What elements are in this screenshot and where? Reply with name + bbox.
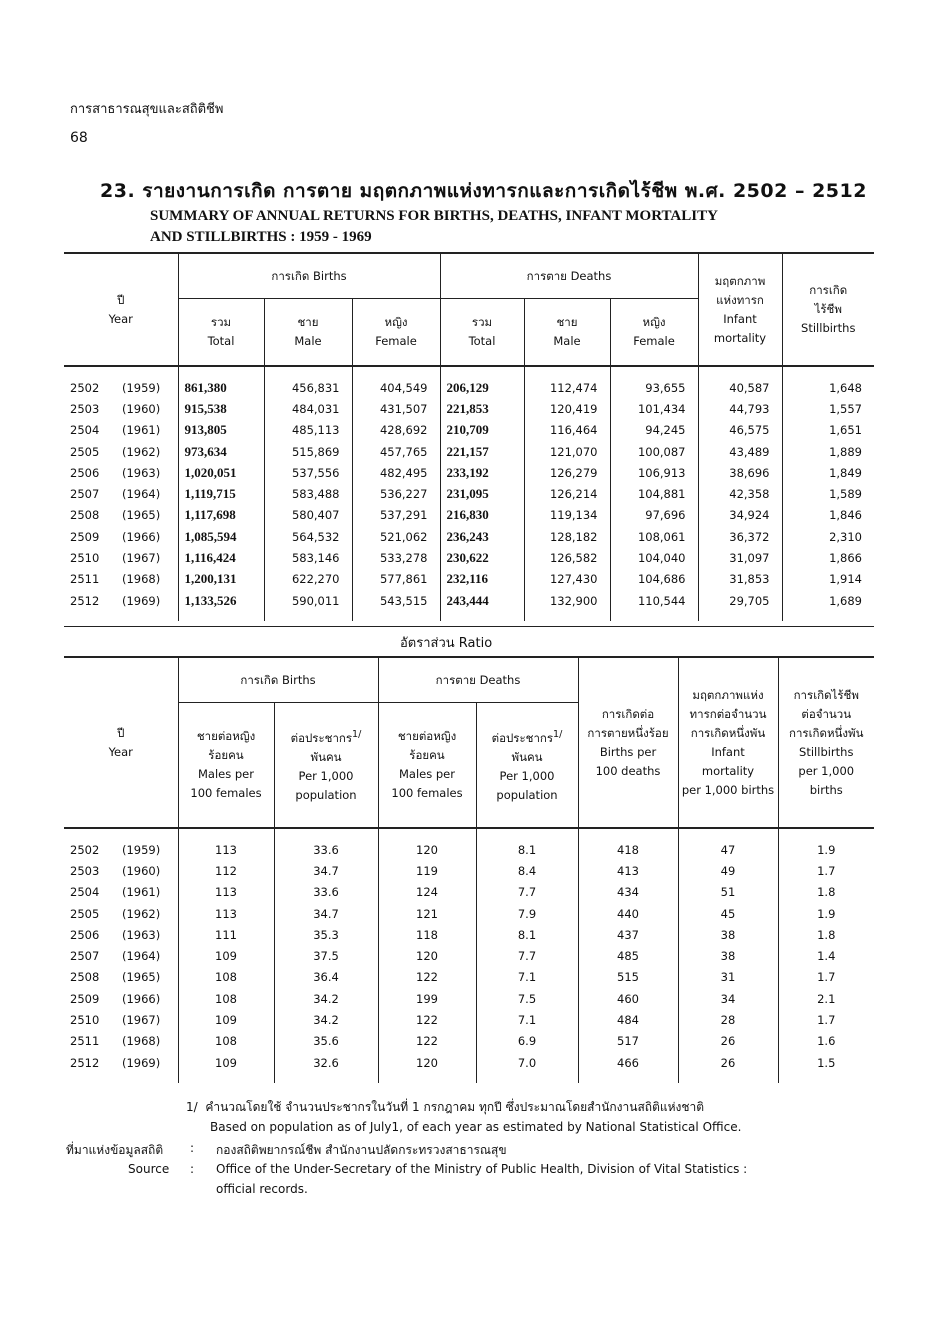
value-cell: 590,011	[264, 590, 352, 611]
deaths-male-header: ชาย Male	[524, 299, 610, 367]
value-cell: 120	[378, 839, 476, 860]
source-english-label: Source	[128, 1162, 170, 1176]
value-cell: 482,495	[352, 462, 440, 483]
year-cell: 2503 (1960)	[70, 863, 161, 878]
table-row	[64, 505, 874, 526]
infant-mortality-header: มฤตกภาพ แห่งทารก Infant mortality	[698, 253, 782, 366]
value-cell: 122	[378, 1009, 476, 1030]
table-row	[64, 569, 874, 590]
value-cell: 113	[178, 882, 274, 903]
value-cell: 466	[578, 1052, 678, 1073]
value-cell: 110,544	[610, 590, 698, 611]
value-cell: 122	[378, 1031, 476, 1052]
ratio-births-header: การเกิด Births	[178, 657, 378, 703]
year-cell: 2507 (1964)	[70, 487, 161, 502]
value-cell: 42,358	[698, 483, 782, 504]
title-en-line1: SUMMARY OF ANNUAL RETURNS FOR BIRTHS, DEATHS, INFANT MORTALITY	[150, 208, 718, 224]
page-number: 68	[70, 130, 88, 146]
value-cell: 26	[678, 1052, 778, 1073]
deaths-female-header: หญิง Female	[610, 299, 698, 367]
value-cell: 515	[578, 967, 678, 988]
value-cell: 132,900	[524, 590, 610, 611]
value-cell: 44,793	[698, 398, 782, 419]
value-cell: 46,575	[698, 420, 782, 441]
value-cell: 118	[378, 924, 476, 945]
footnote-thai: 1/ คำนวณโดยใช้ จำนวนประชากรในวันที่ 1 กรกฎาคม ทุกปี ซึ่งประมาณโดยสำนักงานสถิติแห่งชาติ	[186, 1100, 705, 1114]
value-cell: 7.9	[476, 903, 578, 924]
year-cell: 2502 (1959)	[70, 842, 161, 857]
value-cell: 6.9	[476, 1031, 578, 1052]
infant-mortality-rate-header: มฤตกภาพแห่ง ทารกต่อจำนวน การเกิดหนึ่งพัน Infant mortality per 1,000 births	[678, 657, 778, 828]
value-cell: 583,146	[264, 547, 352, 568]
value-cell: 128,182	[524, 526, 610, 547]
year-header-2: ปี Year	[108, 725, 133, 759]
table-row	[64, 526, 874, 547]
value-cell: 127,430	[524, 569, 610, 590]
value-cell: 126,214	[524, 483, 610, 504]
value-cell: 1,117,698	[178, 505, 264, 526]
table-row	[64, 590, 874, 611]
value-cell: 404,549	[352, 377, 440, 398]
value-cell: 119,134	[524, 505, 610, 526]
value-cell: 33.6	[274, 839, 378, 860]
table-row	[64, 462, 874, 483]
source-english-line2: official records.	[216, 1182, 308, 1196]
value-cell: 533,278	[352, 547, 440, 568]
value-cell: 108,061	[610, 526, 698, 547]
stillbirth-rate-header: การเกิดไร้ชีพ ต่อจำนวน การเกิดหนึ่งพัน Stillbirths per 1,000 births	[778, 657, 874, 828]
value-cell: 521,062	[352, 526, 440, 547]
birth-rate-header: ต่อประชากร$^{1/}$ พันคน Per 1,000 population	[274, 703, 378, 829]
births-female-header: หญิง Female	[352, 299, 440, 367]
table-row	[64, 967, 874, 988]
deaths-total-header: รวม Total	[440, 299, 524, 367]
value-cell: 1,119,715	[178, 483, 264, 504]
value-cell: 34.7	[274, 903, 378, 924]
value-cell: 121,070	[524, 441, 610, 462]
value-cell: 47	[678, 839, 778, 860]
value-cell: 31,853	[698, 569, 782, 590]
value-cell: 104,881	[610, 483, 698, 504]
value-cell: 1,849	[782, 462, 874, 483]
value-cell: 1,689	[782, 590, 874, 611]
table-row	[64, 1031, 874, 1052]
value-cell: 915,538	[178, 398, 264, 419]
year-cell: 2508 (1965)	[70, 970, 161, 985]
value-cell: 104,040	[610, 547, 698, 568]
value-cell: 94,245	[610, 420, 698, 441]
value-cell: 1.8	[778, 924, 874, 945]
year-cell: 2502 (1959)	[70, 380, 161, 395]
value-cell: 49	[678, 860, 778, 881]
value-cell: 100,087	[610, 441, 698, 462]
value-cell: 230,622	[440, 547, 524, 568]
births-deaths-rows	[64, 366, 874, 621]
births-male-header: ชาย Male	[264, 299, 352, 367]
value-cell: 116,464	[524, 420, 610, 441]
value-cell: 8.1	[476, 924, 578, 945]
value-cell: 440	[578, 903, 678, 924]
value-cell: 34	[678, 988, 778, 1009]
value-cell: 124	[378, 882, 476, 903]
value-cell: 8.4	[476, 860, 578, 881]
title-en-line2: AND STILLBIRTHS : 1959 - 1969	[150, 229, 372, 245]
value-cell: 233,192	[440, 462, 524, 483]
year-cell: 2509 (1966)	[70, 529, 161, 544]
value-cell: 51	[678, 882, 778, 903]
value-cell: 34.2	[274, 988, 378, 1009]
value-cell: 413	[578, 860, 678, 881]
table-row	[64, 860, 874, 881]
value-cell: 109	[178, 1009, 274, 1030]
year-cell: 2507 (1964)	[70, 949, 161, 964]
value-cell: 33.6	[274, 882, 378, 903]
value-cell: 1,116,424	[178, 547, 264, 568]
table-row	[64, 903, 874, 924]
value-cell: 457,765	[352, 441, 440, 462]
value-cell: 460	[578, 988, 678, 1009]
ratio-label: อัตราส่วน Ratio	[400, 636, 493, 651]
value-cell: 119	[378, 860, 476, 881]
value-cell: 1.9	[778, 839, 874, 860]
value-cell: 431,507	[352, 398, 440, 419]
births-per-deaths-header: การเกิดต่อ การตายหนึ่งร้อย Births per 100 deaths	[578, 657, 678, 828]
value-cell: 1,133,526	[178, 590, 264, 611]
value-cell: 108	[178, 988, 274, 1009]
value-cell: 1.5	[778, 1052, 874, 1073]
value-cell: 29,705	[698, 590, 782, 611]
table-row	[64, 398, 874, 419]
value-cell: 1,648	[782, 377, 874, 398]
value-cell: 1,846	[782, 505, 874, 526]
table-row	[64, 441, 874, 462]
ratio-table	[64, 656, 874, 1083]
value-cell: 517	[578, 1031, 678, 1052]
year-cell: 2511 (1968)	[70, 572, 161, 587]
value-cell: 126,279	[524, 462, 610, 483]
value-cell: 236,243	[440, 526, 524, 547]
value-cell: 221,157	[440, 441, 524, 462]
births-total-header: รวม Total	[178, 299, 264, 367]
running-title: การสาธารณสุขและสถิติชีพ	[70, 102, 224, 117]
value-cell: 7.5	[476, 988, 578, 1009]
value-cell: 536,227	[352, 483, 440, 504]
value-cell: 37.5	[274, 945, 378, 966]
value-cell: 485,113	[264, 420, 352, 441]
separator-line	[64, 626, 874, 627]
value-cell: 973,634	[178, 441, 264, 462]
value-cell: 1,651	[782, 420, 874, 441]
value-cell: 199	[378, 988, 476, 1009]
value-cell: 113	[178, 839, 274, 860]
table-row	[64, 483, 874, 504]
value-cell: 109	[178, 945, 274, 966]
value-cell: 580,407	[264, 505, 352, 526]
table-row	[64, 924, 874, 945]
table-row	[64, 988, 874, 1009]
value-cell: 38	[678, 945, 778, 966]
table-row	[64, 882, 874, 903]
value-cell: 1.9	[778, 903, 874, 924]
value-cell: 434	[578, 882, 678, 903]
footnote-english: Based on population as of July1, of each year as estimated by National Statistical Office.	[210, 1120, 742, 1134]
value-cell: 8.1	[476, 839, 578, 860]
value-cell: 1.7	[778, 860, 874, 881]
table-row	[64, 377, 874, 398]
death-sex-ratio-header: ชายต่อหญิง ร้อยคน Males per 100 females	[378, 703, 476, 829]
year-cell: 2506 (1963)	[70, 465, 161, 480]
value-cell: 1,200,131	[178, 569, 264, 590]
value-cell: 1,557	[782, 398, 874, 419]
value-cell: 40,587	[698, 377, 782, 398]
source-english-line1: Office of the Under-Secretary of the Ministry of Public Health, Division of Vital Statistics :	[216, 1162, 748, 1176]
value-cell: 7.1	[476, 1009, 578, 1030]
ratio-deaths-header: การตาย Deaths	[378, 657, 578, 703]
value-cell: 35.3	[274, 924, 378, 945]
value-cell: 210,709	[440, 420, 524, 441]
value-cell: 126,582	[524, 547, 610, 568]
births-deaths-table	[64, 252, 874, 621]
value-cell: 104,686	[610, 569, 698, 590]
value-cell: 120	[378, 945, 476, 966]
value-cell: 108	[178, 967, 274, 988]
value-cell: 28	[678, 1009, 778, 1030]
year-cell: 2510 (1967)	[70, 1013, 161, 1028]
value-cell: 231,095	[440, 483, 524, 504]
value-cell: 120	[378, 1052, 476, 1073]
value-cell: 437	[578, 924, 678, 945]
value-cell: 232,116	[440, 569, 524, 590]
value-cell: 1,589	[782, 483, 874, 504]
value-cell: 34.7	[274, 860, 378, 881]
value-cell: 537,556	[264, 462, 352, 483]
value-cell: 577,861	[352, 569, 440, 590]
value-cell: 2.1	[778, 988, 874, 1009]
value-cell: 38,696	[698, 462, 782, 483]
year-cell: 2511 (1968)	[70, 1034, 161, 1049]
value-cell: 34.2	[274, 1009, 378, 1030]
value-cell: 485	[578, 945, 678, 966]
value-cell: 43,489	[698, 441, 782, 462]
year-cell: 2510 (1967)	[70, 551, 161, 566]
value-cell: 35.6	[274, 1031, 378, 1052]
value-cell: 861,380	[178, 377, 264, 398]
table-row	[64, 420, 874, 441]
year-cell: 2509 (1966)	[70, 991, 161, 1006]
value-cell: 34,924	[698, 505, 782, 526]
value-cell: 1,889	[782, 441, 874, 462]
birth-sex-ratio-header: ชายต่อหญิง ร้อยคน Males per 100 females	[178, 703, 274, 829]
value-cell: 7.1	[476, 967, 578, 988]
value-cell: 120,419	[524, 398, 610, 419]
value-cell: 97,696	[610, 505, 698, 526]
value-cell: 1,085,594	[178, 526, 264, 547]
table-row	[64, 1052, 874, 1073]
deaths-group-header: การตาย Deaths	[440, 253, 698, 299]
year-cell: 2512 (1969)	[70, 593, 161, 608]
value-cell: 7.7	[476, 945, 578, 966]
value-cell: 1,020,051	[178, 462, 264, 483]
value-cell: 1,914	[782, 569, 874, 590]
source-english-colon: :	[190, 1162, 195, 1176]
value-cell: 109	[178, 1052, 274, 1073]
table-title-thai: 23. รายงานการเกิด การตาย มฤตกภาพแห่งทารกและการเกิดไร้ชีพ พ.ศ. 2502 – 2512	[100, 180, 867, 202]
death-rate-header: ต่อประชากร$^{1/}$ พันคน Per 1,000 population	[476, 703, 578, 829]
value-cell: 111	[178, 924, 274, 945]
value-cell: 243,444	[440, 590, 524, 611]
value-cell: 622,270	[264, 569, 352, 590]
value-cell: 101,434	[610, 398, 698, 419]
table-row	[64, 839, 874, 860]
value-cell: 106,913	[610, 462, 698, 483]
value-cell: 428,692	[352, 420, 440, 441]
value-cell: 456,831	[264, 377, 352, 398]
year-cell: 2504 (1961)	[70, 423, 161, 438]
value-cell: 913,805	[178, 420, 264, 441]
table-row	[64, 945, 874, 966]
value-cell: 564,532	[264, 526, 352, 547]
table-row	[64, 547, 874, 568]
value-cell: 108	[178, 1031, 274, 1052]
value-cell: 121	[378, 903, 476, 924]
value-cell: 418	[578, 839, 678, 860]
value-cell: 1.8	[778, 882, 874, 903]
year-header: ปี Year	[108, 292, 133, 326]
value-cell: 1.6	[778, 1031, 874, 1052]
value-cell: 122	[378, 967, 476, 988]
value-cell: 112	[178, 860, 274, 881]
value-cell: 45	[678, 903, 778, 924]
value-cell: 206,129	[440, 377, 524, 398]
year-cell: 2504 (1961)	[70, 885, 161, 900]
value-cell: 484	[578, 1009, 678, 1030]
value-cell: 1.7	[778, 967, 874, 988]
value-cell: 515,869	[264, 441, 352, 462]
source-thai-label: ที่มาแห่งข้อมูลสถิติ	[66, 1143, 164, 1157]
value-cell: 31	[678, 967, 778, 988]
year-cell: 2505 (1962)	[70, 444, 161, 459]
table-title-english	[150, 206, 870, 248]
value-cell: 1,866	[782, 547, 874, 568]
value-cell: 113	[178, 903, 274, 924]
value-cell: 36.4	[274, 967, 378, 988]
value-cell: 1.4	[778, 945, 874, 966]
year-cell: 2503 (1960)	[70, 401, 161, 416]
source-thai-colon: :	[190, 1141, 195, 1155]
value-cell: 93,655	[610, 377, 698, 398]
value-cell: 36,372	[698, 526, 782, 547]
source-thai: กองสถิติพยากรณ์ชีพ สำนักงานปลัดกระทรวงสาธารณสุข	[216, 1143, 507, 1157]
value-cell: 216,830	[440, 505, 524, 526]
value-cell: 7.0	[476, 1052, 578, 1073]
value-cell: 221,853	[440, 398, 524, 419]
value-cell: 31,097	[698, 547, 782, 568]
year-cell: 2505 (1962)	[70, 906, 161, 921]
value-cell: 543,515	[352, 590, 440, 611]
value-cell: 112,474	[524, 377, 610, 398]
value-cell: 1.7	[778, 1009, 874, 1030]
value-cell: 38	[678, 924, 778, 945]
value-cell: 26	[678, 1031, 778, 1052]
value-cell: 7.7	[476, 882, 578, 903]
value-cell: 2,310	[782, 526, 874, 547]
value-cell: 583,488	[264, 483, 352, 504]
value-cell: 537,291	[352, 505, 440, 526]
value-cell: 32.6	[274, 1052, 378, 1073]
year-cell: 2508 (1965)	[70, 508, 161, 523]
births-group-header: การเกิด Births	[178, 253, 440, 299]
ratio-rows	[64, 828, 874, 1083]
stillbirths-header: การเกิด ไร้ชีพ Stillbirths	[782, 253, 874, 366]
value-cell: 484,031	[264, 398, 352, 419]
table-row	[64, 1009, 874, 1030]
year-cell: 2506 (1963)	[70, 927, 161, 942]
year-cell: 2512 (1969)	[70, 1055, 161, 1070]
